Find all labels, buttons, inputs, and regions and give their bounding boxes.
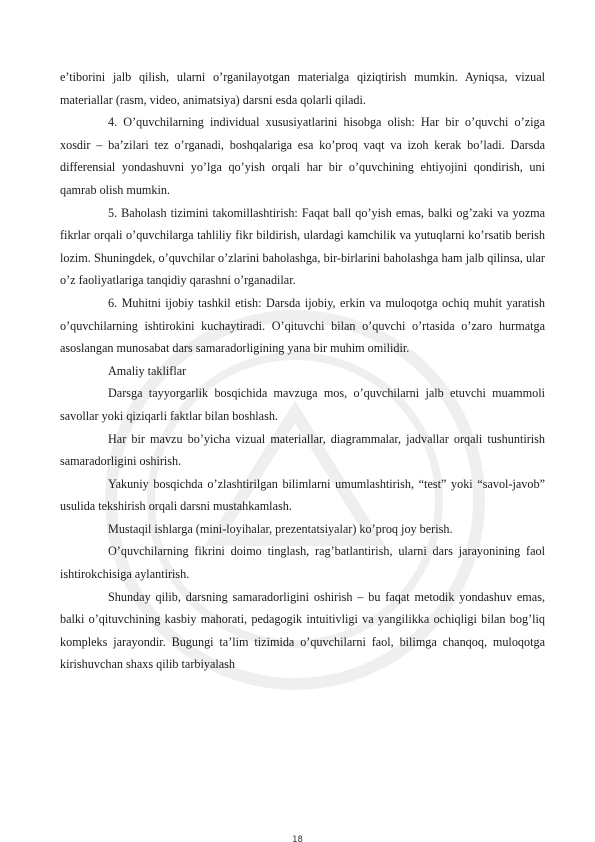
- paragraph-6: Har bir mavzu bo’yicha vizual materiallar, diagrammalar, jadvallar orqali tushuntirish samaradorligini oshirish.: [60, 431, 545, 469]
- paragraph-0: e’tiborini jalb qilish, ularni o’rganilayotgan materialga qiziqtirish mumkin. Ayniqsa, vizual materiallar (rasm, video, animatsiya) darsni esda qolarli qiladi.: [60, 70, 545, 107]
- paragraph-8: Mustaqil ishlarga (mini-loyihalar, prezentatsiyalar) ko’proq joy berish.: [108, 521, 453, 536]
- paragraph-10: Shunday qilib, darsning samaradorligini oshirish – bu faqat metodik yondashuv emas, balki o’qituvchining kasbiy mahorati, pedagogik intuitivligi va yangilikka ochiqligi bilan bog’liq kompleks jarayondir. Bugungi ta’lim tizimida o’quvchilarni faol, bilimga chanqoq, muloqotga kirishuvchan shaxs qilib tarbiyalash: [60, 589, 545, 672]
- paragraph-2: 5. Baholash tizimini takomillashtirish: Faqat ball qo’yish emas, balki og’zaki va yozma fikrlar orqali o’quvchilarga tahliliy fikr bildirish, ulardagi kamchilik va yutuqlarni ko’rsatib berish lozim. Shuningdek, o’quvchilar o’zlarini baholashga, bir-birlarini baholashga ham jalb qilinsa, ular o’z faoliyatlariga tanqidiy qarashni o’rganadilar.: [60, 205, 545, 288]
- paragraph-3: 6. Muhitni ijobiy tashkil etish: Darsda ijobiy, erkin va muloqotga ochiq muhit yaratish o’quvchilarning ishtirokini kuchaytiradi. O’qituvchi bilan o’quvchi o’rtasida o’zaro hurmatga asoslangan munosabat dars samaradorligining yana bir muhim omilidir.: [60, 295, 545, 356]
- paragraph-1: 4. O’quvchilarning individual xususiyatlarini hisobga olish: Har bir o’quvchi o’ziga xosdir – ba’zilari tez o’rganadi, boshqalariga esa ko’proq vaqt va izoh kerak bo’ladi. Darsda differensial yondashuvni yo’lga qo’yish orqali har bir o’quvchining ehtiyojini qondirish, uni qamrab olish mumkin.: [60, 115, 545, 197]
- page-number: 18: [292, 835, 303, 842]
- paragraph-9: O’quvchilarning fikrini doimo tinglash, rag’batlantirish, ularni dars jarayonining faol ishtirokchisiga aylantirish.: [60, 544, 545, 582]
- section-heading: Amaliy takliflar: [108, 363, 187, 378]
- paragraph-7: Yakuniy bosqichda o’zlashtirilgan bilimlarni umumlashtirish, “test” yoki “savol-javob” usulida tekshirish orqali darsni mustahkamlash.: [60, 476, 545, 514]
- document-body: [60, 66, 545, 676]
- paragraph-5: Darsga tayyorgarlik bosqichida mavzuga mos, o’quvchilarni jalb etuvchi muammoli savollar yoki qiziqarli faktlar bilan boshlash.: [60, 386, 545, 423]
